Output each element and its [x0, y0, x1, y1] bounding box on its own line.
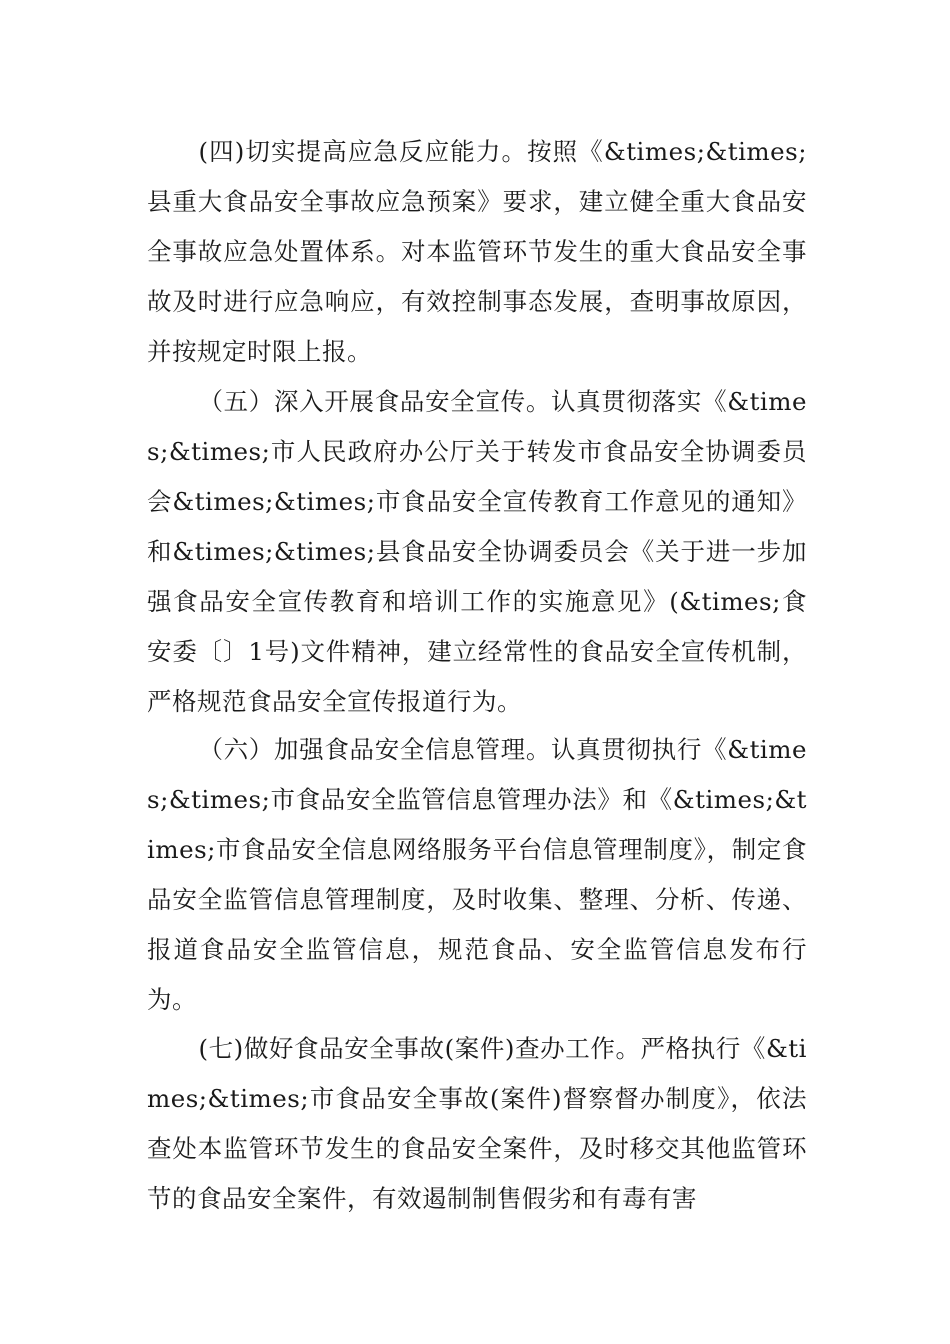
paragraph-7-case-investigation: (七)做好食品安全事故(案件)查办工作。严格执行《&times;&times;市食品安全事故(案件)督察督办制度》，依法查处本监管环节发生的食品安全案件，及时移交其他监管环节的食品安全案件，有效遏制制售假劣和有毒有害 [147, 1034, 807, 1213]
paragraph-5-food-safety-publicity: （五）深入开展食品安全宣传。认真贯彻落实《&times;&times;市人民政府办公厅关于转发市食品安全协调委员会&times;&times;市食品安全宣传教育工作意见的通知》和&times;&times;县食品安全协调委员会《关于进一步加强食品安全宣传教育和培训工作的实施意见》(&times;食安委〔〕1号)文件精神，建立经常性的食品安全宣传机制，严格规范食品安全宣传报道行为。 [147, 387, 807, 716]
paragraph-6-information-management: （六）加强食品安全信息管理。认真贯彻执行《&times;&times;市食品安全监管信息管理办法》和《&times;&times;市食品安全信息网络服务平台信息管理制度》，制定食品安全监管信息管理制度，及时收集、整理、分析、传递、报道食品安全监管信息，规范食品、安全监管信息发布行为。 [147, 735, 807, 1014]
paragraph-4-emergency-response: (四)切实提高应急反应能力。按照《&times;&times;县重大食品安全事故应急预案》要求，建立健全重大食品安全事故应急处置体系。对本监管环节发生的重大食品安全事故及时进行应急响应，有效控制事态发展，查明事故原因，并按规定时限上报。 [147, 137, 807, 366]
